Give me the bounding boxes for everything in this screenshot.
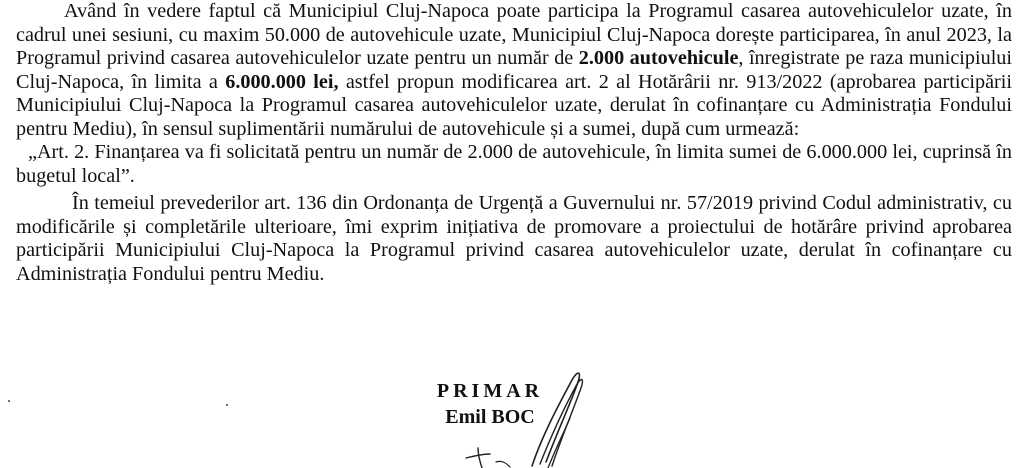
signatory-title: PRIMAR bbox=[436, 380, 544, 402]
document-body bbox=[16, 0, 1012, 286]
article-quote: „Art. 2. Finanțarea va fi solicitată pentru un număr de 2.000 de autovehicule, în limita sumei de 6.000.000 lei, cuprinsă în bugetul local”. bbox=[16, 141, 1012, 187]
paragraph-text: , înregistrate pe raza municipiului Cluj-Napoca, în limita a bbox=[16, 47, 1013, 93]
bold-amount: 6.000.000 lei, bbox=[225, 70, 339, 93]
signatory-name: Emil BOC bbox=[445, 406, 535, 428]
paragraph-text: Având în vedere faptul că Municipiul Cluj-Napoca poate participa la Programul casarea autovehiculelor uzate, în cadrul unei sesiuni, cu maxim 50.000 de autovehicule uzate, Municipiul Cluj-Napoca dorește participarea, în anul 2023, la Programul privind casarea autovehiculelor uzate pentru un număr de bbox=[16, 0, 1012, 69]
paragraph-legal-basis: În temeiul prevederilor art. 136 din Ordonanța de Urgență a Guvernului nr. 57/2019 privind Codul administrativ, cu modificările și completările ulterioare, îmi exprim inițiativa de promovare a proiectului de hotărâre privind aprobarea participării Municipiului Cluj-Napoca la Programul privind casarea autovehiculelor uzate, derulat în cofinanțare cu Administrația Fondului pentru Mediu. bbox=[16, 192, 1012, 285]
paragraph-participation bbox=[16, 0, 1012, 141]
paragraph-text: astfel propun modificarea art. 2 al Hotărârii nr. 913/2022 (aprobarea participării Municipiului Cluj-Napoca la Programul casarea autovehiculelor uzate, derulat în cofinanțare cu Administrația Fondului pentru Mediu), în sensul suplimentării numărului de autovehicule și a sumei, după cum urmează: bbox=[16, 70, 1013, 140]
bold-vehicle-count: 2.000 autovehicule bbox=[578, 47, 739, 69]
scan-speck bbox=[8, 400, 10, 402]
scan-speck bbox=[226, 404, 228, 406]
signature-block bbox=[430, 378, 550, 430]
